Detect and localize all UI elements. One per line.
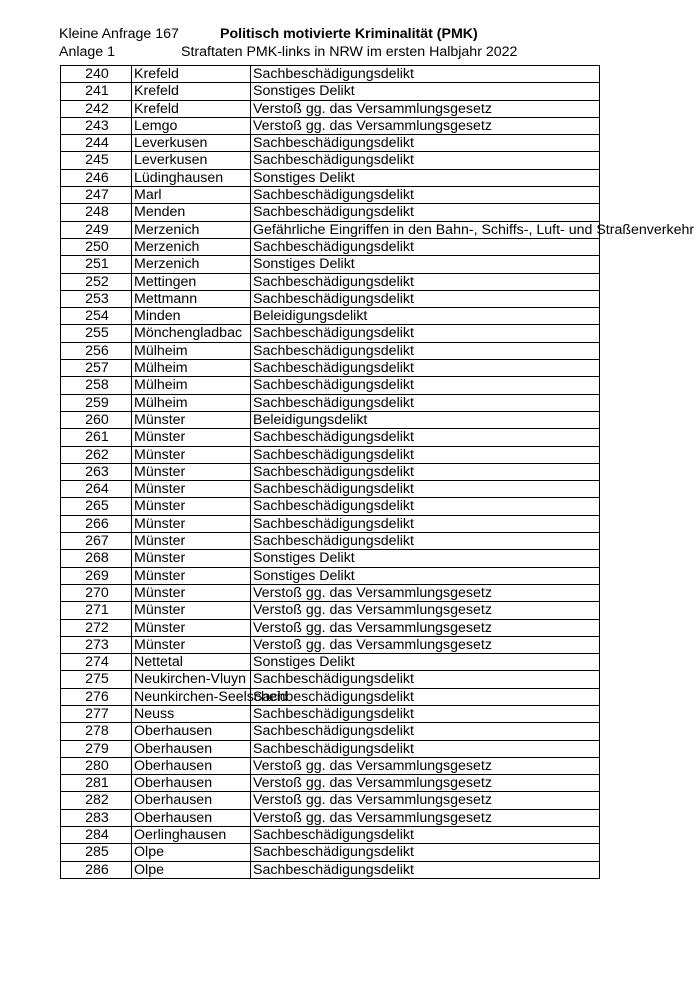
row-offense: Sachbeschädigungsdelikt xyxy=(251,377,600,394)
row-offense: Verstoß gg. das Versammlungsgesetz xyxy=(251,792,600,809)
row-offense: Sachbeschädigungsdelikt xyxy=(251,533,600,550)
row-number: 280 xyxy=(61,757,132,774)
row-location: Mülheim xyxy=(132,360,251,377)
row-number: 281 xyxy=(61,775,132,792)
table-row xyxy=(61,204,600,221)
row-location: Mettingen xyxy=(132,273,251,290)
table-row xyxy=(61,671,600,688)
row-number: 263 xyxy=(61,463,132,480)
row-location: Mülheim xyxy=(132,377,251,394)
row-number: 285 xyxy=(61,844,132,861)
row-offense: Sachbeschädigungsdelikt xyxy=(251,394,600,411)
table-row xyxy=(61,809,600,826)
row-number: 242 xyxy=(61,100,132,117)
row-number: 271 xyxy=(61,602,132,619)
table-row xyxy=(61,550,600,567)
row-location: Minden xyxy=(132,308,251,325)
row-location: Lüdinghausen xyxy=(132,169,251,186)
row-offense: Sonstiges Delikt xyxy=(251,567,600,584)
row-number: 272 xyxy=(61,619,132,636)
row-number: 241 xyxy=(61,83,132,100)
row-location: Lemgo xyxy=(132,117,251,134)
row-number: 249 xyxy=(61,221,132,238)
row-offense: Verstoß gg. das Versammlungsgesetz xyxy=(251,619,600,636)
row-location: Neuss xyxy=(132,705,251,722)
row-location: Merzenich xyxy=(132,238,251,255)
row-number: 282 xyxy=(61,792,132,809)
row-number: 257 xyxy=(61,360,132,377)
table-row xyxy=(61,135,600,152)
row-number: 262 xyxy=(61,446,132,463)
row-number: 252 xyxy=(61,273,132,290)
table-row xyxy=(61,100,600,117)
table-row xyxy=(61,411,600,428)
row-location: Münster xyxy=(132,550,251,567)
row-number: 264 xyxy=(61,481,132,498)
row-location: Oberhausen xyxy=(132,775,251,792)
row-location: Oerlinghausen xyxy=(132,827,251,844)
row-location: Münster xyxy=(132,584,251,601)
row-number: 265 xyxy=(61,498,132,515)
row-location: Leverkusen xyxy=(132,135,251,152)
row-number: 284 xyxy=(61,827,132,844)
row-offense: Sachbeschädigungsdelikt xyxy=(251,325,600,342)
row-location: Merzenich xyxy=(132,221,251,238)
table-row xyxy=(61,83,600,100)
row-offense: Sachbeschädigungsdelikt xyxy=(251,360,600,377)
table-row xyxy=(61,498,600,515)
row-offense: Verstoß gg. das Versammlungsgesetz xyxy=(251,809,600,826)
row-location: Neunkirchen-Seelscheid xyxy=(132,688,251,705)
row-location: Münster xyxy=(132,533,251,550)
row-offense: Sachbeschädigungsdelikt xyxy=(251,273,600,290)
row-number: 283 xyxy=(61,809,132,826)
row-location: Oberhausen xyxy=(132,792,251,809)
row-number: 277 xyxy=(61,705,132,722)
table-row xyxy=(61,740,600,757)
row-location: Leverkusen xyxy=(132,152,251,169)
row-number: 269 xyxy=(61,567,132,584)
table-row xyxy=(61,861,600,878)
table-row xyxy=(61,827,600,844)
row-number: 255 xyxy=(61,325,132,342)
row-location: Olpe xyxy=(132,844,251,861)
table-row xyxy=(61,584,600,601)
row-number: 254 xyxy=(61,308,132,325)
row-offense: Verstoß gg. das Versammlungsgesetz xyxy=(251,602,600,619)
table-row xyxy=(61,342,600,359)
row-offense: Beleidigungsdelikt xyxy=(251,308,600,325)
row-offense: Sachbeschädigungsdelikt xyxy=(251,844,600,861)
row-location: Münster xyxy=(132,481,251,498)
table-row xyxy=(61,117,600,134)
table-row xyxy=(61,394,600,411)
table-row xyxy=(61,757,600,774)
table-row xyxy=(61,273,600,290)
page-subtitle: Straftaten PMK-links in NRW im ersten Halbjahr 2022 xyxy=(181,44,518,60)
row-offense: Sachbeschädigungsdelikt xyxy=(251,861,600,878)
row-number: 245 xyxy=(61,152,132,169)
row-offense: Sachbeschädigungsdelikt xyxy=(251,671,600,688)
table-row xyxy=(61,619,600,636)
table-row xyxy=(61,533,600,550)
row-offense: Sachbeschädigungsdelikt xyxy=(251,740,600,757)
row-number: 275 xyxy=(61,671,132,688)
row-location: Neukirchen-Vluyn xyxy=(132,671,251,688)
annex-label: Anlage 1 xyxy=(59,44,116,60)
row-number: 274 xyxy=(61,654,132,671)
row-number: 246 xyxy=(61,169,132,186)
table-row xyxy=(61,844,600,861)
table-row xyxy=(61,688,600,705)
row-number: 276 xyxy=(61,688,132,705)
row-offense: Verstoß gg. das Versammlungsgesetz xyxy=(251,636,600,653)
row-location: Münster xyxy=(132,636,251,653)
row-number: 267 xyxy=(61,533,132,550)
row-location: Marl xyxy=(132,187,251,204)
row-location: Krefeld xyxy=(132,100,251,117)
row-location: Oberhausen xyxy=(132,809,251,826)
row-offense: Sonstiges Delikt xyxy=(251,83,600,100)
table-row xyxy=(61,290,600,307)
row-offense: Verstoß gg. das Versammlungsgesetz xyxy=(251,757,600,774)
table-row xyxy=(61,169,600,186)
table-row xyxy=(61,429,600,446)
table-row xyxy=(61,187,600,204)
row-number: 279 xyxy=(61,740,132,757)
row-offense: Sachbeschädigungsdelikt xyxy=(251,135,600,152)
row-location: Krefeld xyxy=(132,83,251,100)
row-location: Mettmann xyxy=(132,290,251,307)
row-location: Merzenich xyxy=(132,256,251,273)
row-offense: Verstoß gg. das Versammlungsgesetz xyxy=(251,584,600,601)
row-offense: Sonstiges Delikt xyxy=(251,169,600,186)
table-row xyxy=(61,654,600,671)
row-location: Münster xyxy=(132,498,251,515)
row-offense: Beleidigungsdelikt xyxy=(251,411,600,428)
row-number: 261 xyxy=(61,429,132,446)
table-row xyxy=(61,775,600,792)
row-location: Olpe xyxy=(132,861,251,878)
row-location: Nettetal xyxy=(132,654,251,671)
row-number: 270 xyxy=(61,584,132,601)
row-location: Krefeld xyxy=(132,66,251,83)
row-offense: Sachbeschädigungsdelikt xyxy=(251,498,600,515)
row-offense: Sachbeschädigungsdelikt xyxy=(251,705,600,722)
row-location: Oberhausen xyxy=(132,740,251,757)
table-row xyxy=(61,515,600,532)
offense-table xyxy=(60,65,695,879)
row-number: 240 xyxy=(61,66,132,83)
row-offense: Verstoß gg. das Versammlungsgesetz xyxy=(251,100,600,117)
row-number: 244 xyxy=(61,135,132,152)
table-row xyxy=(61,792,600,809)
row-number: 260 xyxy=(61,411,132,428)
row-offense: Sonstiges Delikt xyxy=(251,256,600,273)
table-row xyxy=(61,463,600,480)
row-location: Mönchengladbac xyxy=(132,325,251,342)
page-header xyxy=(59,25,599,65)
row-number: 259 xyxy=(61,394,132,411)
row-offense: Sachbeschädigungsdelikt xyxy=(251,342,600,359)
table-row xyxy=(61,636,600,653)
offense-table-body xyxy=(61,66,695,879)
row-offense: Sachbeschädigungsdelikt xyxy=(251,187,600,204)
row-location: Münster xyxy=(132,602,251,619)
table-row xyxy=(61,723,600,740)
table-row xyxy=(61,567,600,584)
table-row xyxy=(61,256,600,273)
table-row xyxy=(61,360,600,377)
document-reference: Kleine Anfrage 167 xyxy=(59,26,179,42)
row-number: 286 xyxy=(61,861,132,878)
row-number: 273 xyxy=(61,636,132,653)
row-offense: Sachbeschädigungsdelikt xyxy=(251,429,600,446)
row-offense: Sachbeschädigungsdelikt xyxy=(251,463,600,480)
row-location: Münster xyxy=(132,515,251,532)
row-offense: Verstoß gg. das Versammlungsgesetz xyxy=(251,117,600,134)
row-number: 256 xyxy=(61,342,132,359)
row-location: Oberhausen xyxy=(132,723,251,740)
row-number: 250 xyxy=(61,238,132,255)
table-row xyxy=(61,481,600,498)
row-number: 243 xyxy=(61,117,132,134)
row-location: Münster xyxy=(132,411,251,428)
page-title: Politisch motivierte Kriminalität (PMK) xyxy=(220,26,478,42)
row-number: 248 xyxy=(61,204,132,221)
table-row xyxy=(61,66,600,83)
table-row xyxy=(61,602,600,619)
row-number: 253 xyxy=(61,290,132,307)
row-offense: Sachbeschädigungsdelikt xyxy=(251,481,600,498)
row-offense: Sachbeschädigungsdelikt xyxy=(251,204,600,221)
row-offense: Sachbeschädigungsdelikt xyxy=(251,290,600,307)
row-location: Mülheim xyxy=(132,394,251,411)
table-row xyxy=(61,221,600,238)
row-offense: Sachbeschädigungsdelikt xyxy=(251,688,600,705)
row-number: 251 xyxy=(61,256,132,273)
row-offense: Sachbeschädigungsdelikt xyxy=(251,827,600,844)
row-offense: Sachbeschädigungsdelikt xyxy=(251,515,600,532)
table-row xyxy=(61,446,600,463)
row-offense: Sachbeschädigungsdelikt xyxy=(251,723,600,740)
row-number: 258 xyxy=(61,377,132,394)
row-offense: Sonstiges Delikt xyxy=(251,654,600,671)
row-offense: Sachbeschädigungsdelikt xyxy=(251,446,600,463)
row-offense: Sachbeschädigungsdelikt xyxy=(251,238,600,255)
table-row xyxy=(61,377,600,394)
row-location: Mülheim xyxy=(132,342,251,359)
row-location: Münster xyxy=(132,619,251,636)
table-row xyxy=(61,705,600,722)
row-location: Münster xyxy=(132,567,251,584)
table-row xyxy=(61,238,600,255)
table-row xyxy=(61,308,600,325)
row-offense: Sonstiges Delikt xyxy=(251,550,600,567)
row-number: 278 xyxy=(61,723,132,740)
table-row xyxy=(61,152,600,169)
row-location: Menden xyxy=(132,204,251,221)
table-row xyxy=(61,325,600,342)
row-location: Münster xyxy=(132,463,251,480)
row-offense: Sachbeschädigungsdelikt xyxy=(251,152,600,169)
row-location: Münster xyxy=(132,429,251,446)
row-offense: Gefährliche Eingriffen in den Bahn-, Schiffs-, Luft- und Straßenverkehr xyxy=(251,221,600,238)
row-location: Münster xyxy=(132,446,251,463)
row-number: 268 xyxy=(61,550,132,567)
row-offense: Sachbeschädigungsdelikt xyxy=(251,66,600,83)
row-number: 247 xyxy=(61,187,132,204)
row-offense: Verstoß gg. das Versammlungsgesetz xyxy=(251,775,600,792)
row-location: Oberhausen xyxy=(132,757,251,774)
row-number: 266 xyxy=(61,515,132,532)
